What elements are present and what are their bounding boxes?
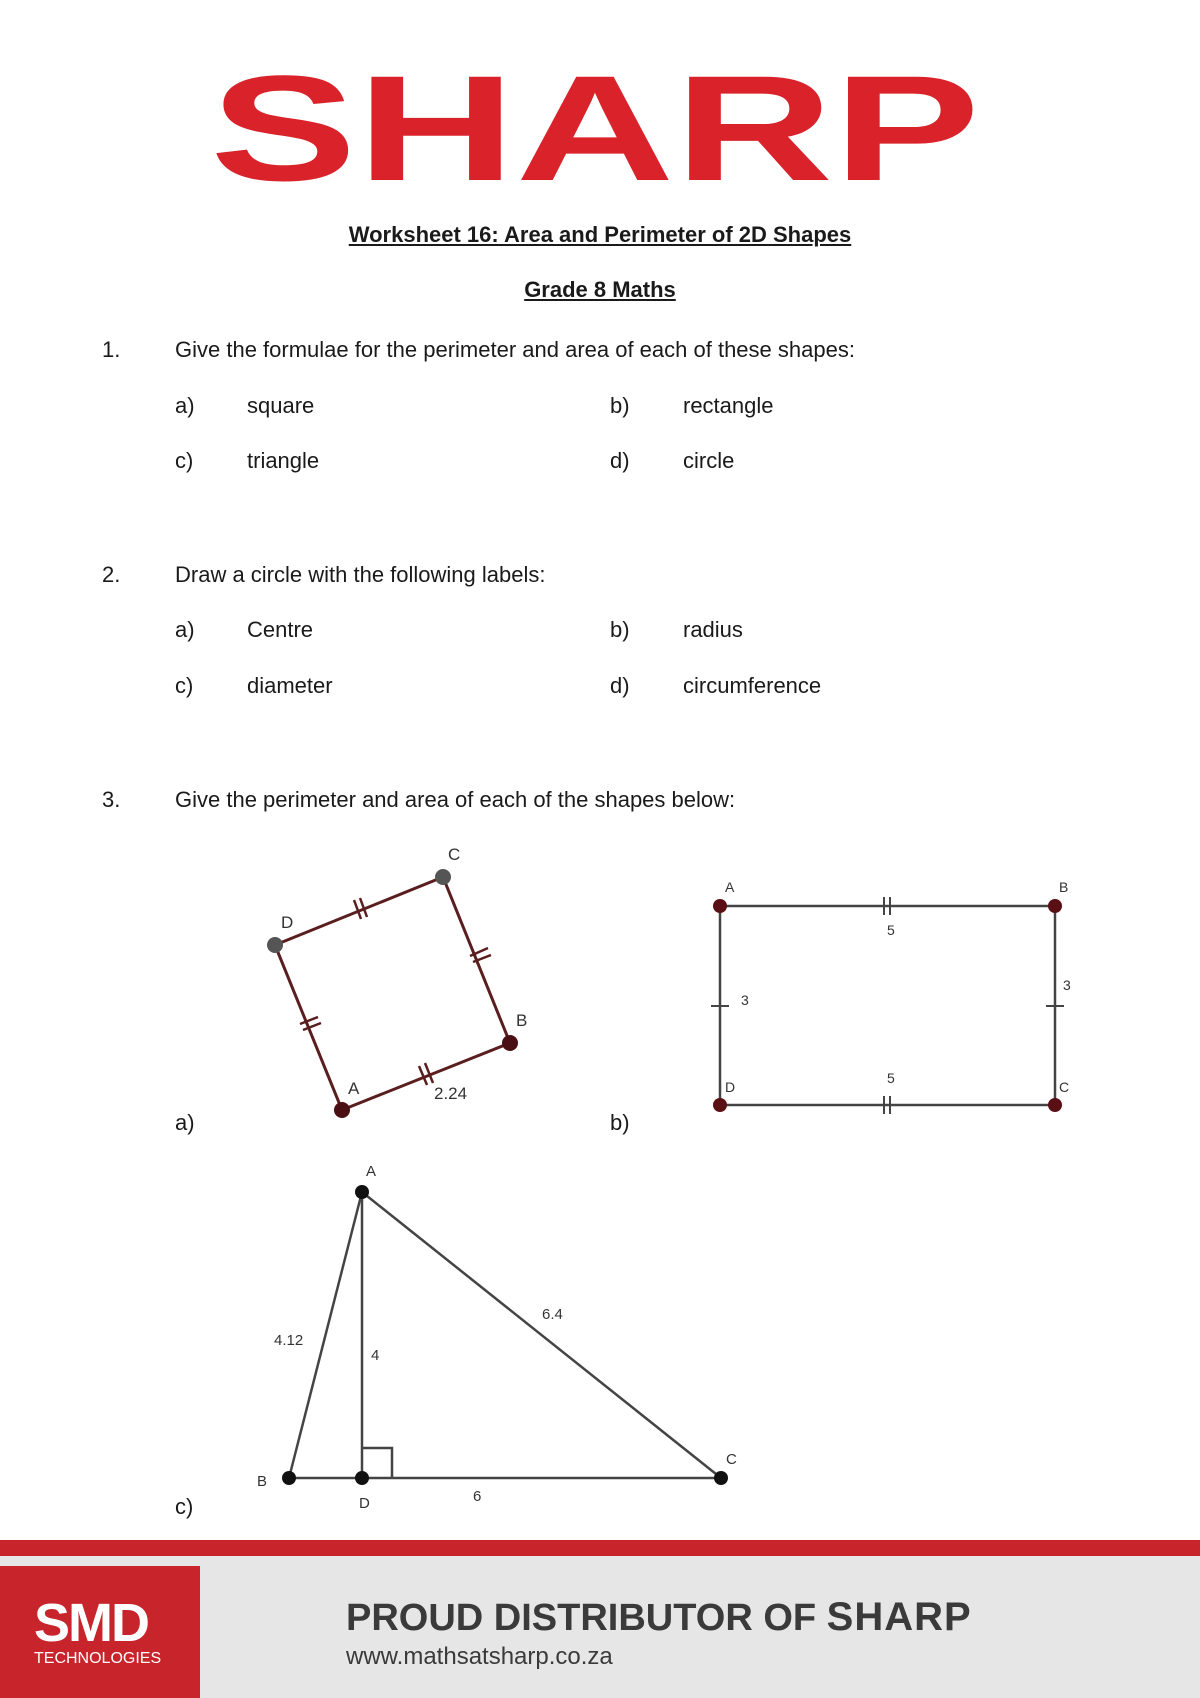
fig-c-vertex-D (355, 1471, 369, 1485)
fig-b-left-label: 3 (741, 992, 749, 1008)
fig-b-right-label: 3 (1063, 977, 1071, 993)
question-2-text: Draw a circle with the following labels: (175, 562, 546, 587)
proud-distributor-text (346, 1595, 972, 1640)
fig-a-vertex-A (334, 1102, 350, 1118)
figure-c-triangle (289, 1192, 721, 1478)
fig-b-label-C: C (1059, 1079, 1070, 1095)
fig-b-bottom-label: 5 (887, 1070, 895, 1086)
fig-c-vertex-A (355, 1185, 369, 1199)
fig-b-label-D: D (725, 1079, 736, 1095)
fig-b-vertex-D (713, 1098, 727, 1112)
fig-c-vertex-B (282, 1471, 296, 1485)
q2-option-b-letter: b) (610, 617, 630, 642)
fig-a-vertex-D (267, 937, 283, 953)
proud-brand: SHARP (826, 1595, 972, 1639)
q1-option-c-letter: c) (175, 448, 194, 473)
proud-text: PROUD DISTRIBUTOR OF (346, 1597, 817, 1639)
fig-c-ab-label: 4.12 (274, 1332, 304, 1349)
q1-option-c-text: triangle (247, 448, 320, 473)
q1-option-d-text: circle (683, 448, 735, 473)
fig-c-label-B: B (257, 1473, 268, 1490)
sharp-logo-text: SHARP (210, 62, 980, 194)
smd-logo: SMD (34, 1593, 148, 1653)
q2-option-c-text: diameter (247, 673, 333, 698)
q2-option-a-letter: a) (175, 617, 195, 642)
fig-a-label-A: A (348, 1079, 360, 1098)
fig-a-side-label: 2.24 (434, 1084, 468, 1103)
q1-option-b-text: rectangle (683, 393, 774, 418)
fig-b-label-B: B (1059, 879, 1069, 895)
worksheet-subtitle: Grade 8 Maths (524, 277, 676, 302)
fig-a-vertex-B (502, 1035, 518, 1051)
fig-b-top-label: 5 (887, 922, 895, 938)
question-2-number: 2. (102, 562, 121, 587)
q2-option-d-text: circumference (683, 673, 822, 698)
question-3-text: Give the perimeter and area of each of the shapes below: (175, 787, 736, 812)
question-1-text: Give the formulae for the perimeter and area of each of these shapes: (175, 337, 855, 362)
fig-a-label-C: C (448, 845, 461, 864)
fig-c-vertex-C (714, 1471, 728, 1485)
smd-logo-subtitle: TECHNOLOGIES (34, 1650, 162, 1667)
fig-c-dc-label: 6 (473, 1488, 482, 1505)
q2-option-d-letter: d) (610, 673, 630, 698)
website-url: www.mathsatsharp.co.za (346, 1643, 613, 1670)
fig-b-label-A: A (725, 879, 735, 895)
q2-option-a-text: Centre (247, 617, 314, 642)
q1-option-a-letter: a) (175, 393, 195, 418)
figure-c-caption: c) (175, 1494, 194, 1519)
question-1-number: 1. (102, 337, 121, 362)
figure-b-caption: b) (610, 1110, 630, 1135)
fig-a-vertex-C (435, 869, 451, 885)
fig-a-label-D: D (281, 913, 294, 932)
question-3-number: 3. (102, 787, 121, 812)
fig-c-ad-label: 4 (371, 1347, 380, 1364)
fig-c-label-A: A (366, 1163, 377, 1180)
q1-option-d-letter: d) (610, 448, 630, 473)
q1-option-a-text: square (247, 393, 315, 418)
q2-option-b-text: radius (683, 617, 743, 642)
fig-b-vertex-A (713, 899, 727, 913)
fig-b-vertex-C (1048, 1098, 1062, 1112)
fig-a-label-B: B (516, 1011, 528, 1030)
figure-a-caption: a) (175, 1110, 195, 1135)
fig-c-label-C: C (726, 1451, 737, 1468)
fig-c-label-D: D (359, 1495, 370, 1512)
q2-option-c-letter: c) (175, 673, 194, 698)
fig-c-ac-label: 6.4 (542, 1306, 563, 1323)
footer-accent-bar (0, 1540, 1200, 1556)
worksheet-title: Worksheet 16: Area and Perimeter of 2D Shapes (348, 222, 852, 247)
fig-b-vertex-B (1048, 899, 1062, 913)
q1-option-b-letter: b) (610, 393, 630, 418)
